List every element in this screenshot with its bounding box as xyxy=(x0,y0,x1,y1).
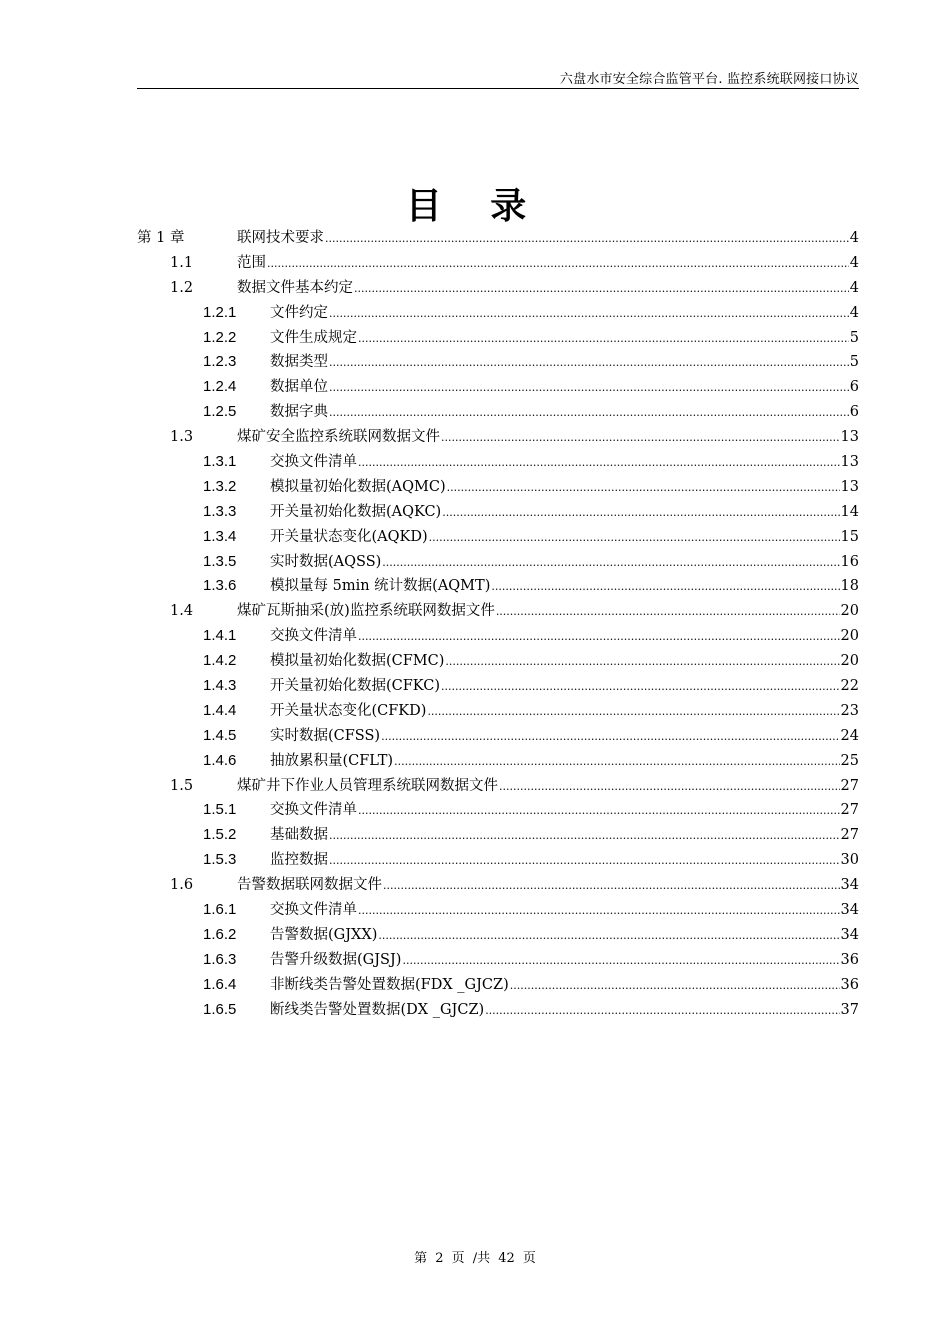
toc-entry-page: 22 xyxy=(840,678,859,695)
toc-entry[interactable] xyxy=(137,301,859,326)
toc-entry-page: 30 xyxy=(840,852,859,869)
toc-dot-leader xyxy=(329,301,849,327)
toc-dot-leader xyxy=(329,375,849,401)
toc-entry[interactable] xyxy=(137,251,859,276)
toc-entry[interactable] xyxy=(137,574,859,599)
toc-dot-leader xyxy=(429,525,840,551)
toc-dot-leader xyxy=(329,823,840,849)
toc-entry-page: 6 xyxy=(849,404,859,421)
toc-entry-label: 联网技术要求 xyxy=(237,230,324,246)
toc-entry-number: 1.6.4 xyxy=(203,975,237,993)
toc-dot-leader xyxy=(329,848,840,874)
toc-dot-leader xyxy=(496,599,840,625)
toc-entry-number: 1.5.3 xyxy=(203,851,237,869)
toc-entry-page: 34 xyxy=(840,926,859,943)
toc-entry-label: 告警升级数据(GJSJ) xyxy=(270,951,402,968)
toc-entry-number: 1.3.1 xyxy=(203,453,237,471)
toc-entry-label: 范围 xyxy=(237,254,266,271)
toc-entry-number: 1.3 xyxy=(170,429,194,446)
toc-entry-number: 1.3.2 xyxy=(203,477,237,495)
toc-dot-leader xyxy=(447,475,840,501)
toc-entry-page: 20 xyxy=(840,603,859,620)
toc-entry-number: 1.4.2 xyxy=(203,652,237,670)
toc-entry-page: 13 xyxy=(840,429,859,446)
toc-entry[interactable] xyxy=(137,425,859,450)
toc-dot-leader xyxy=(358,624,840,650)
toc-entry-label: 开关量状态变化(CFKD) xyxy=(270,702,427,719)
toc-dot-leader xyxy=(358,898,840,924)
toc-entry-page: 23 xyxy=(840,702,859,719)
toc-entry-label: 数据文件基本约定 xyxy=(237,279,353,296)
toc-entry[interactable] xyxy=(137,873,859,898)
toc-entry[interactable] xyxy=(137,774,859,799)
toc-entry-page: 4 xyxy=(849,230,859,246)
toc-entry-page: 4 xyxy=(849,279,859,296)
toc-entry[interactable] xyxy=(137,674,859,699)
page-footer: 第 2 页 /共 42 页 xyxy=(414,1251,536,1266)
toc-entry[interactable] xyxy=(137,923,859,948)
toc-entry[interactable] xyxy=(137,326,859,351)
toc-entry-number: 1.4.3 xyxy=(203,677,237,695)
toc-entry-number: 1.6.1 xyxy=(203,901,237,919)
toc-entry[interactable] xyxy=(137,749,859,774)
toc-entry-label: 实时数据(CFSS) xyxy=(270,727,381,744)
toc-entry[interactable] xyxy=(137,973,859,998)
toc-entry-label: 实时数据(AQSS) xyxy=(270,553,382,570)
toc-entry-number: 1.4.4 xyxy=(203,701,237,719)
toc-entry-page: 14 xyxy=(840,503,859,520)
toc-dot-leader xyxy=(381,724,839,750)
toc-entry-page: 27 xyxy=(840,827,859,844)
toc-entry-label: 煤矿井下作业人员管理系统联网数据文件 xyxy=(237,777,498,794)
toc-entry[interactable] xyxy=(137,375,859,400)
toc-entry-page: 27 xyxy=(840,777,859,794)
toc-entry-label: 数据单位 xyxy=(270,379,328,396)
toc-entry-label: 交换文件清单 xyxy=(270,628,357,645)
toc-entry-label: 煤矿瓦斯抽采(放)监控系统联网数据文件 xyxy=(237,603,495,620)
toc-entry-page: 20 xyxy=(840,653,859,670)
toc-entry-number: 1.2.5 xyxy=(203,403,237,421)
toc-dot-leader xyxy=(491,574,839,600)
toc-entry-number: 1.3.4 xyxy=(203,527,237,545)
toc-entry-number: 1.6.5 xyxy=(203,1000,237,1018)
toc-title: 目 录 xyxy=(405,186,545,227)
toc-dot-leader xyxy=(485,998,839,1024)
toc-dot-leader xyxy=(267,251,849,277)
toc-dot-leader xyxy=(445,649,839,675)
toc-dot-leader xyxy=(441,425,840,451)
toc-entry-number: 1.2.3 xyxy=(203,353,237,371)
toc-entry-page: 24 xyxy=(840,727,859,744)
toc-entry[interactable] xyxy=(137,798,859,823)
toc-entry[interactable] xyxy=(137,823,859,848)
toc-entry-page: 34 xyxy=(840,902,859,919)
toc-entry-label: 抽放累积量(CFLT) xyxy=(270,752,394,769)
toc-dot-leader xyxy=(442,500,839,526)
toc-entry-page: 16 xyxy=(840,553,859,570)
toc-entry-page: 5 xyxy=(849,354,859,371)
toc-entry-page: 18 xyxy=(840,578,859,595)
toc-dot-leader xyxy=(427,699,839,725)
toc-dot-leader xyxy=(510,973,840,999)
toc-entry-label: 交换文件清单 xyxy=(270,454,357,471)
toc-entry-number: 1.6 xyxy=(170,877,194,894)
toc-entry-number: 1.1 xyxy=(170,254,194,271)
toc-entry-page: 6 xyxy=(849,379,859,396)
toc-entry[interactable] xyxy=(137,475,859,500)
toc-entry-number: 1.3.6 xyxy=(203,577,237,595)
toc-entry-page: 15 xyxy=(840,528,859,545)
toc-entry-label: 基础数据 xyxy=(270,827,328,844)
toc-entry-page: 36 xyxy=(840,951,859,968)
toc-entry[interactable] xyxy=(137,276,859,301)
toc-entry-label: 开关量初始化数据(AQKC) xyxy=(270,503,442,520)
toc-entry-number: 第 1 章 xyxy=(137,230,185,246)
toc-entry-label: 模拟量初始化数据(CFMC) xyxy=(270,653,445,670)
toc-entry-label: 交换文件清单 xyxy=(270,802,357,819)
toc-entry-label: 断线类告警处置数据(DX _GJCZ) xyxy=(270,1001,485,1018)
toc-dot-leader xyxy=(354,276,849,302)
toc-entry[interactable] xyxy=(137,848,859,873)
toc-entry-number: 1.2.1 xyxy=(203,303,237,321)
toc-entry[interactable] xyxy=(137,649,859,674)
toc-entry-number: 1.2.4 xyxy=(203,378,237,396)
toc-entry-number: 1.6.2 xyxy=(203,925,237,943)
toc-entry-number: 1.2 xyxy=(170,279,194,296)
toc-entry-number: 1.3.5 xyxy=(203,552,237,570)
toc-entry[interactable] xyxy=(137,500,859,525)
toc-entry[interactable] xyxy=(137,525,859,550)
table-of-contents xyxy=(137,226,859,1023)
toc-entry-number: 1.3.3 xyxy=(203,502,237,520)
toc-dot-leader xyxy=(358,450,840,476)
toc-entry-number: 1.4.1 xyxy=(203,627,237,645)
header-title: 六盘水市安全综合监管平台. 监控系统联网接口协议 xyxy=(559,72,859,87)
toc-entry-page: 4 xyxy=(849,304,859,321)
toc-dot-leader xyxy=(325,226,849,252)
toc-entry[interactable] xyxy=(137,948,859,973)
toc-dot-leader xyxy=(383,873,840,899)
toc-entry-label: 告警数据(GJXX) xyxy=(270,926,378,943)
toc-entry-label: 煤矿安全监控系统联网数据文件 xyxy=(237,429,440,446)
toc-dot-leader xyxy=(499,774,840,800)
toc-entry-label: 模拟量每 5min 统计数据(AQMT) xyxy=(270,578,491,595)
toc-entry-label: 非断线类告警处置数据(FDX _GJCZ) xyxy=(270,976,509,993)
toc-entry-label: 模拟量初始化数据(AQMC) xyxy=(270,478,446,495)
toc-entry-number: 1.5.2 xyxy=(203,826,237,844)
toc-entry-label: 开关量状态变化(AQKD) xyxy=(270,528,428,545)
toc-entry-number: 1.4 xyxy=(170,603,194,620)
toc-dot-leader xyxy=(382,550,839,576)
toc-entry[interactable] xyxy=(137,226,859,251)
toc-entry-label: 告警数据联网数据文件 xyxy=(237,877,382,894)
toc-entry-label: 开关量初始化数据(CFKC) xyxy=(270,678,441,695)
toc-dot-leader xyxy=(329,350,849,376)
toc-entry[interactable] xyxy=(137,898,859,923)
toc-entry-label: 文件约定 xyxy=(270,304,328,321)
toc-entry-label: 数据字典 xyxy=(270,404,328,421)
toc-entry[interactable] xyxy=(137,599,859,624)
toc-entry-number: 1.6.3 xyxy=(203,950,237,968)
toc-entry-number: 1.2.2 xyxy=(203,328,237,346)
toc-dot-leader xyxy=(378,923,839,949)
toc-entry-page: 13 xyxy=(840,478,859,495)
toc-dot-leader xyxy=(441,674,840,700)
toc-entry-page: 5 xyxy=(849,329,859,346)
toc-entry-page: 27 xyxy=(840,802,859,819)
toc-entry-number: 1.4.5 xyxy=(203,726,237,744)
toc-entry-page: 25 xyxy=(840,752,859,769)
toc-entry[interactable] xyxy=(137,998,859,1023)
toc-dot-leader xyxy=(394,749,839,775)
toc-dot-leader xyxy=(358,326,849,352)
toc-entry[interactable] xyxy=(137,699,859,724)
toc-entry-label: 监控数据 xyxy=(270,852,328,869)
toc-entry-number: 1.5.1 xyxy=(203,801,237,819)
toc-entry-label: 文件生成规定 xyxy=(270,329,357,346)
toc-entry-page: 4 xyxy=(849,254,859,271)
toc-entry[interactable] xyxy=(137,400,859,425)
toc-entry-label: 数据类型 xyxy=(270,354,328,371)
toc-entry-page: 34 xyxy=(840,877,859,894)
toc-dot-leader xyxy=(329,400,849,426)
toc-entry-page: 36 xyxy=(840,976,859,993)
toc-entry-page: 13 xyxy=(840,454,859,471)
toc-entry-number: 1.4.6 xyxy=(203,751,237,769)
toc-entry[interactable] xyxy=(137,550,859,575)
toc-entry-page: 37 xyxy=(840,1001,859,1018)
toc-entry-label: 交换文件清单 xyxy=(270,902,357,919)
toc-entry-page: 20 xyxy=(840,628,859,645)
toc-dot-leader xyxy=(402,948,839,974)
toc-entry[interactable] xyxy=(137,350,859,375)
toc-entry[interactable] xyxy=(137,724,859,749)
toc-dot-leader xyxy=(358,798,840,824)
page-header xyxy=(137,66,859,89)
toc-entry-number: 1.5 xyxy=(170,777,194,794)
toc-entry[interactable] xyxy=(137,450,859,475)
toc-entry[interactable] xyxy=(137,624,859,649)
